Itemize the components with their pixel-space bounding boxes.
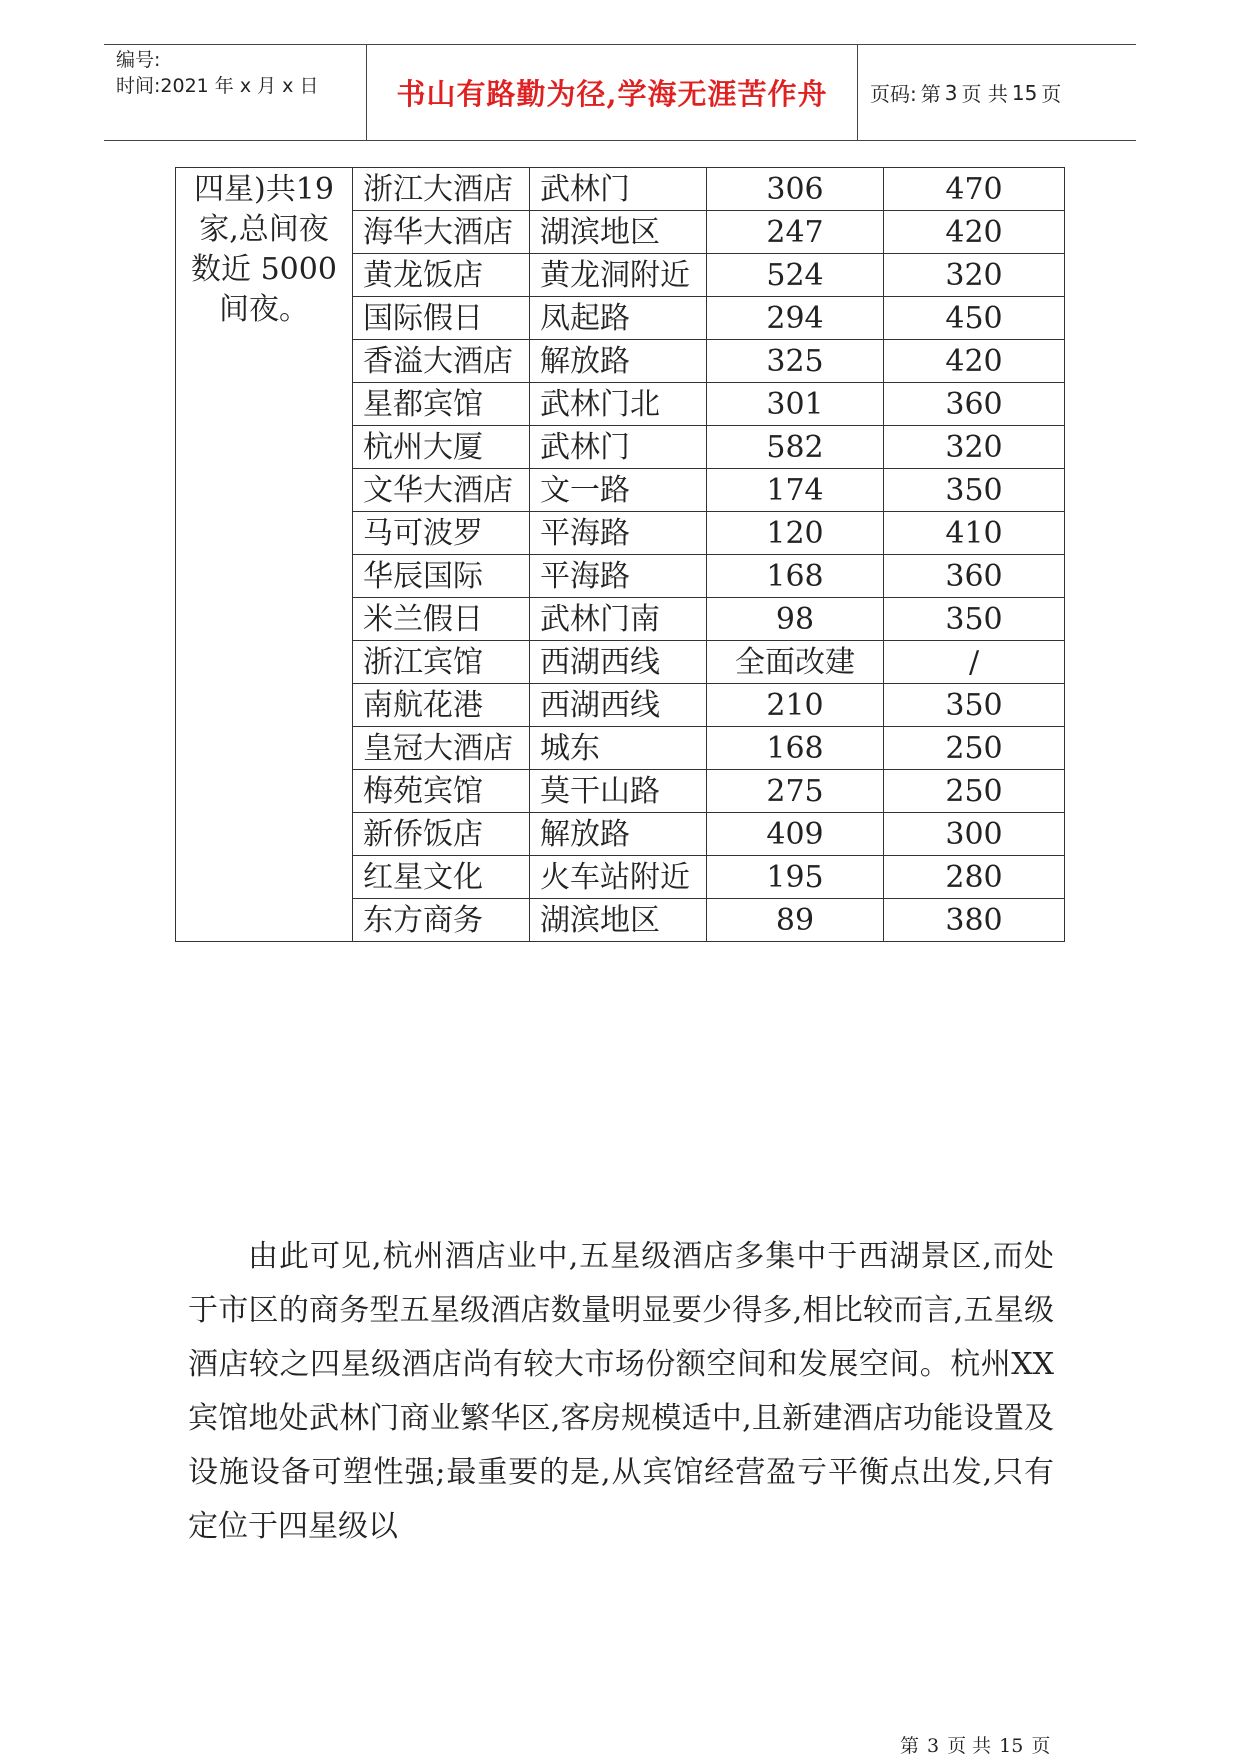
- footer-mid: 页 共: [947, 1735, 992, 1757]
- hotel-price-cell: 320: [884, 254, 1065, 297]
- hotel-area-cell: 火车站附近: [530, 856, 707, 899]
- hotel-rooms-cell: 524: [707, 254, 884, 297]
- hotel-area-cell: 平海路: [530, 555, 707, 598]
- hotel-name-cell: 杭州大厦: [353, 426, 530, 469]
- hotel-area-cell: 武林门: [530, 168, 707, 211]
- table-row: [176, 168, 1065, 211]
- hotel-name-cell: 马可波罗: [353, 512, 530, 555]
- hotel-rooms-cell: 168: [707, 555, 884, 598]
- hotel-price-cell: 420: [884, 211, 1065, 254]
- hotel-area-cell: 西湖西线: [530, 684, 707, 727]
- hotel-table-body: [176, 168, 1065, 942]
- hotel-area-cell: 解放路: [530, 340, 707, 383]
- hotel-price-cell: 470: [884, 168, 1065, 211]
- hotel-rooms-cell: 275: [707, 770, 884, 813]
- page-total: 15: [1011, 80, 1038, 105]
- hotel-price-cell: 360: [884, 555, 1065, 598]
- hotel-name-cell: 东方商务: [353, 899, 530, 942]
- hotel-name-cell: 南航花港: [353, 684, 530, 727]
- hotel-price-cell: 280: [884, 856, 1065, 899]
- page-suffix: 页: [1041, 82, 1062, 106]
- hotel-price-cell: 350: [884, 469, 1065, 512]
- header-motto-cell: [366, 45, 858, 140]
- hotel-rooms-cell: 210: [707, 684, 884, 727]
- hotel-area-cell: 解放路: [530, 813, 707, 856]
- hotel-name-cell: 香溢大酒店: [353, 340, 530, 383]
- hotel-rooms-cell: 325: [707, 340, 884, 383]
- hotel-price-cell: 250: [884, 770, 1065, 813]
- hotel-price-cell: 300: [884, 813, 1065, 856]
- hotel-name-cell: 浙江大酒店: [353, 168, 530, 211]
- hotel-price-cell: 380: [884, 899, 1065, 942]
- hotel-rooms-cell: 98: [707, 598, 884, 641]
- hotel-name-cell: 星都宾馆: [353, 383, 530, 426]
- hotel-rooms-cell: 174: [707, 469, 884, 512]
- hotel-area-cell: 湖滨地区: [530, 211, 707, 254]
- hotel-name-cell: 浙江宾馆: [353, 641, 530, 684]
- hotel-price-cell: 320: [884, 426, 1065, 469]
- hotel-area-cell: 文一路: [530, 469, 707, 512]
- hotel-area-cell: 黄龙洞附近: [530, 254, 707, 297]
- hotel-rooms-cell: 294: [707, 297, 884, 340]
- hotel-table: [175, 167, 1065, 942]
- hotel-name-cell: 国际假日: [353, 297, 530, 340]
- hotel-name-cell: 黄龙饭店: [353, 254, 530, 297]
- hotel-area-cell: 莫干山路: [530, 770, 707, 813]
- hotel-price-cell: 350: [884, 598, 1065, 641]
- page-current: 3: [944, 80, 958, 105]
- hotel-area-cell: 湖滨地区: [530, 899, 707, 942]
- hotel-price-cell: 350: [884, 684, 1065, 727]
- hotel-price-cell: 450: [884, 297, 1065, 340]
- header-motto: 书山有路勤为径,学海无涯苦作舟: [396, 77, 828, 111]
- hotel-price-cell: 360: [884, 383, 1065, 426]
- header-meta: [104, 45, 366, 142]
- footer-prefix: 第: [900, 1735, 920, 1757]
- hotel-rooms-cell: 168: [707, 727, 884, 770]
- hotel-price-cell: 420: [884, 340, 1065, 383]
- hotel-price-cell: /: [884, 641, 1065, 684]
- hotel-area-cell: 凤起路: [530, 297, 707, 340]
- hotel-name-cell: 红星文化: [353, 856, 530, 899]
- hotel-price-cell: 250: [884, 727, 1065, 770]
- hotel-name-cell: 皇冠大酒店: [353, 727, 530, 770]
- hotel-area-cell: 武林门: [530, 426, 707, 469]
- footer-total: 15: [999, 1735, 1024, 1757]
- hotel-rooms-cell: 301: [707, 383, 884, 426]
- page-mid: 页 共: [961, 82, 1008, 106]
- document-time-label: 时间:2021 年 x 月 x 日: [116, 75, 319, 97]
- hotel-area-cell: 武林门北: [530, 383, 707, 426]
- hotel-area-cell: 城东: [530, 727, 707, 770]
- page-header: [104, 44, 1136, 141]
- hotel-name-cell: 米兰假日: [353, 598, 530, 641]
- hotel-price-cell: 410: [884, 512, 1065, 555]
- hotel-name-cell: 海华大酒店: [353, 211, 530, 254]
- hotel-area-cell: 平海路: [530, 512, 707, 555]
- hotel-rooms-cell: 582: [707, 426, 884, 469]
- page-label: 页码:: [870, 82, 917, 106]
- body-paragraph: [188, 1230, 1054, 1554]
- paragraph-text: 由此可见,杭州酒店业中,五星级酒店多集中于西湖景区,而处于市区的商务型五星级酒店数量明显要少得多,相比较而言,五星级酒店较之四星级酒店尚有较大市场份额空间和发展空间。杭州XX宾馆地处武林门商业繁华区,客房规模适中,且新建酒店功能设置及设施设备可塑性强;最重要的是,从宾馆经营盈亏平衡点出发,只有定位于四星级以: [188, 1239, 1054, 1544]
- hotel-name-cell: 文华大酒店: [353, 469, 530, 512]
- hotel-area-cell: 武林门南: [530, 598, 707, 641]
- hotel-rooms-cell: 89: [707, 899, 884, 942]
- hotel-rooms-cell: 247: [707, 211, 884, 254]
- footer-suffix: 页: [1031, 1735, 1051, 1757]
- header-page-info: [858, 45, 1148, 140]
- hotel-rooms-cell: 195: [707, 856, 884, 899]
- hotel-name-cell: 梅苑宾馆: [353, 770, 530, 813]
- hotel-rooms-cell: 120: [707, 512, 884, 555]
- hotel-name-cell: 华辰国际: [353, 555, 530, 598]
- hotel-name-cell: 新侨饭店: [353, 813, 530, 856]
- hotel-area-cell: 西湖西线: [530, 641, 707, 684]
- hotel-rooms-cell: 306: [707, 168, 884, 211]
- document-number-label: 编号:: [116, 49, 161, 71]
- hotel-rooms-cell: 409: [707, 813, 884, 856]
- footer-current: 3: [927, 1735, 940, 1757]
- page-prefix: 第: [920, 82, 941, 106]
- category-description-cell: 四星)共19家,总间夜数近 5000 间夜。: [176, 168, 353, 942]
- hotel-rooms-cell: 全面改建: [707, 641, 884, 684]
